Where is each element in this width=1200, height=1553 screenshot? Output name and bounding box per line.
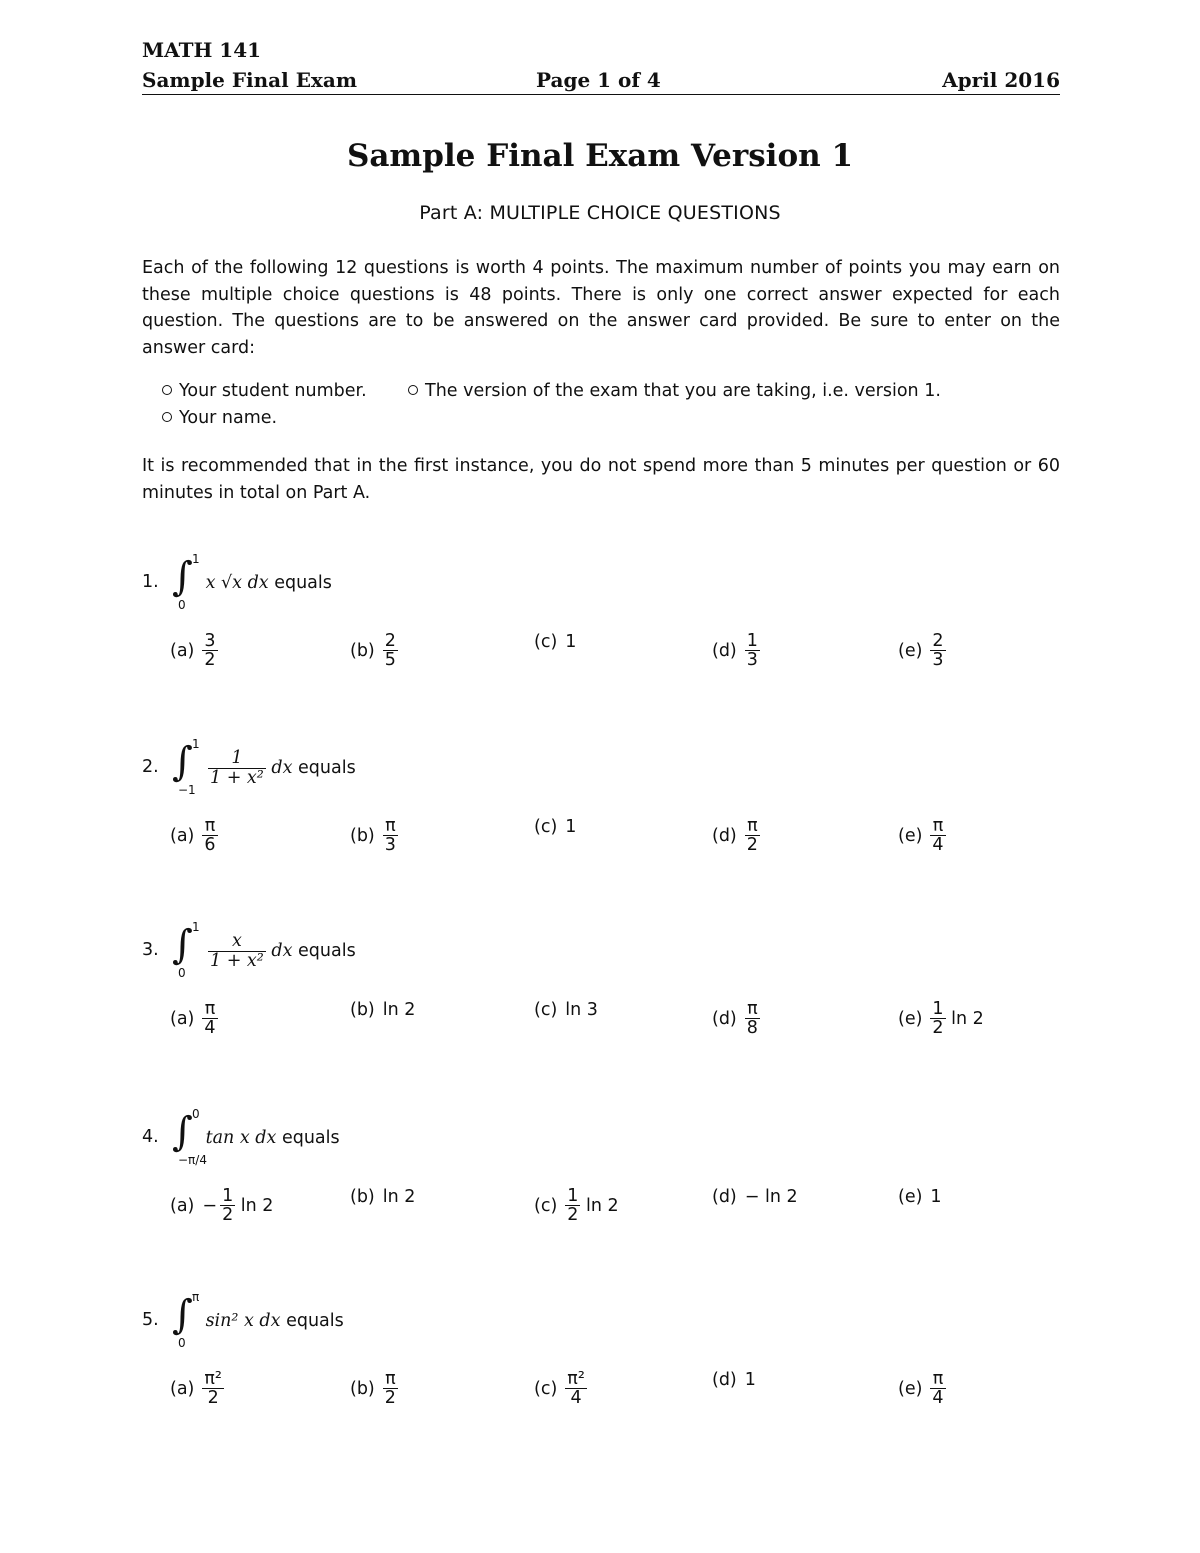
choice-label: (b) [350,1378,375,1399]
choice-b[interactable] [350,1000,415,1020]
choice-value [565,1187,618,1225]
integral-symbol-icon: ∫ [172,1109,193,1155]
choice-label: (b) [350,1000,375,1020]
integral-sign [172,737,200,797]
numerator: π [202,1000,217,1019]
choice-label: (c) [534,1378,558,1399]
choice-a[interactable] [170,1000,218,1038]
upper-limit: 1 [192,737,200,751]
choice-fraction [930,817,945,855]
choice-d[interactable] [712,1000,760,1038]
numerator: 1 [208,749,266,768]
choice-d[interactable] [712,1370,756,1390]
choice-value [202,632,217,670]
integral-sign [172,920,200,980]
denominator: 3 [932,650,944,671]
choice-fraction [565,1370,587,1408]
question-expression [172,920,356,980]
choice-suffix: ln 2 [235,1195,274,1216]
choice-fraction [202,817,217,855]
choice-suffix: ln 2 [580,1195,619,1216]
choice-a[interactable] [170,632,218,670]
page-title: Sample Final Exam Version 1 [346,138,854,174]
page-number: Page 1 of 4 [536,68,661,92]
question-number: 4. [142,1127,159,1147]
choice-prefix: − [202,1195,218,1216]
choice-text: − ln 2 [744,1187,798,1207]
choice-e[interactable] [898,817,946,855]
integrand-fraction [208,932,266,970]
choice-a[interactable] [170,1370,224,1408]
denominator: 2 [204,650,216,671]
choice-value [745,1000,760,1038]
choice-a[interactable] [170,1187,273,1225]
choice-value [745,1370,756,1390]
choice-value [565,1000,598,1020]
question-expression [172,1107,340,1167]
page-header [142,68,1060,96]
lower-limit: 0 [178,966,186,980]
question-number: 3. [142,940,159,960]
bullet-circle-icon [408,385,418,395]
choice-c[interactable] [534,817,576,837]
choice-value [202,817,217,855]
denominator: 3 [384,835,396,856]
numerator: π [930,817,945,836]
choice-value [745,1187,798,1207]
choice-e[interactable] [898,1370,946,1408]
question-number: 2. [142,757,159,777]
choice-c[interactable] [534,1370,587,1408]
choice-text: 1 [565,632,577,652]
denominator: 2 [222,1205,234,1226]
choice-fraction [745,817,760,855]
integrand-fraction [208,749,266,787]
denominator: 4 [570,1388,582,1409]
choice-c[interactable] [534,632,576,652]
header-date: April 2016 [942,68,1060,92]
denominator: 8 [746,1018,758,1039]
choice-label: (b) [350,825,375,846]
choice-label: (a) [170,1195,195,1216]
bullet-circle-icon [162,412,172,422]
choice-label: (e) [898,640,923,661]
denominator: 4 [204,1018,216,1039]
choice-value [565,817,576,837]
choice-fraction [745,1000,760,1038]
choice-label: (e) [898,1378,923,1399]
choice-label: (d) [712,1008,737,1029]
choice-label: (c) [534,817,558,837]
choice-label: (a) [170,1378,195,1399]
denominator: 6 [204,835,216,856]
choice-value [202,1370,224,1408]
question-5 [142,1290,1060,1418]
choice-fraction [383,817,398,855]
question-suffix: equals [286,1311,344,1331]
choice-fraction [202,1000,217,1038]
choice-value [930,1000,983,1038]
integral-symbol-icon: ∫ [172,922,193,968]
numerator: π [930,1370,945,1389]
numerator: π [202,817,217,836]
integral-sign [172,552,200,612]
numerator: 1 [222,1186,234,1206]
choice-b[interactable] [350,817,398,855]
integral-sign [172,1107,207,1167]
question-expression [172,1290,344,1350]
choice-value [930,632,945,670]
section-title: Part A: MULTIPLE CHOICE QUESTIONS [419,202,781,224]
choice-label: (b) [350,640,375,661]
choice-d[interactable] [712,632,760,670]
choice-value [930,1370,945,1408]
numerator: 2 [384,631,396,651]
choice-suffix: ln 2 [945,1008,984,1029]
question-suffix: equals [281,1128,340,1148]
choice-fraction [930,1000,945,1038]
question-suffix: equals [274,573,332,593]
lower-limit: 0 [178,1336,186,1350]
numerator: π² [204,1369,222,1389]
denominator: 2 [746,835,758,856]
numerator: 3 [204,631,216,651]
bullet-name: Your name. [162,408,277,428]
question-suffix: equals [298,941,356,961]
integral-symbol-icon: ∫ [172,554,193,600]
choice-b[interactable] [350,1187,415,1207]
lower-limit: −π/4 [178,1153,207,1167]
denominator: 5 [384,650,396,671]
choice-fraction [745,632,760,670]
question-1 [142,552,1060,680]
denominator: 2 [567,1205,579,1226]
bullet-circle-icon [162,385,172,395]
choice-value [930,1187,941,1207]
integrand: dx [265,941,299,961]
choice-e[interactable] [898,1187,942,1207]
denominator: 4 [932,1388,944,1409]
choice-value [565,632,576,652]
integrand: dx [265,758,299,778]
upper-limit: 1 [192,552,200,566]
question-suffix: equals [298,758,356,778]
question-3 [142,920,1060,1048]
choice-fraction [383,1370,398,1408]
numerator: x [208,932,266,951]
choice-value [745,817,760,855]
choice-fraction [930,632,945,670]
integral-sign [172,1290,200,1350]
choice-label: (e) [898,825,923,846]
choice-text: ln 2 [382,1187,416,1207]
choice-label: (e) [898,1008,923,1029]
choice-label: (e) [898,1187,923,1207]
integrand: x √x dx [200,573,275,593]
choice-text: 1 [744,1370,756,1390]
choice-text: ln 3 [565,1000,598,1020]
denominator: 2 [932,1018,944,1039]
numerator: π [383,817,398,836]
lower-limit: −1 [178,783,196,797]
denominator: 2 [207,1388,219,1409]
choice-fraction [202,1370,224,1408]
choice-label: (c) [534,1000,558,1020]
choice-value [930,817,945,855]
question-4 [142,1107,1060,1235]
choice-a[interactable] [170,817,218,855]
choice-label: (d) [712,825,737,846]
choice-label: (d) [712,1370,737,1390]
choice-fraction [930,1370,945,1408]
choice-value [565,1370,587,1408]
question-number: 1. [142,572,159,592]
question-expression [172,552,332,612]
choice-value [383,1370,398,1408]
upper-limit: 0 [192,1107,200,1121]
bullet-student-number: Your student number. [162,381,367,401]
choice-value [202,1187,273,1225]
choice-b[interactable] [350,632,398,670]
choice-d[interactable] [712,817,760,855]
choice-label: (a) [170,825,195,846]
choice-c[interactable] [534,1187,619,1225]
integral-symbol-icon: ∫ [172,1292,193,1338]
upper-limit: π [192,1290,200,1304]
choice-fraction [383,632,398,670]
numerator: 2 [932,631,944,651]
bullet-version: The version of the exam that you are taking, i.e. version 1. [408,381,941,401]
choice-label: (a) [170,640,195,661]
choice-value [745,632,760,670]
denominator: 4 [932,835,944,856]
numerator: 1 [746,631,758,651]
numerator: π [745,817,760,836]
numerator: π [383,1370,398,1389]
choice-d[interactable] [712,1187,798,1207]
choice-value [383,1187,416,1207]
numerator: π [745,1000,760,1019]
recommendation: It is recommended that in the first instance, you do not spend more than 5 minutes per question or 60 minutes in total on Part A. [142,456,1060,503]
denominator: 3 [746,650,758,671]
integrand: sin² x dx [200,1311,287,1331]
choice-value [383,632,398,670]
choice-label: (d) [712,640,737,661]
question-2 [142,737,1060,865]
integral-symbol-icon: ∫ [172,739,193,785]
choice-text: 1 [930,1187,942,1207]
header-rule [142,94,1060,95]
denominator: 1 + x² [210,950,264,971]
instructions: Each of the following 12 questions is worth 4 points. The maximum number of points you may earn on these multiple choice questions is 48 points. There is only one correct answer expected for each question. The questions are to be answered on the answer card provided. Be sure to enter on the answer card: [142,258,1060,358]
choice-fraction [565,1187,580,1225]
choice-fraction [202,632,217,670]
denominator: 1 + x² [210,767,264,788]
question-number: 5. [142,1310,159,1330]
choice-c[interactable] [534,1000,598,1020]
upper-limit: 1 [192,920,200,934]
integrand: tan x dx [200,1128,282,1148]
choice-label: (c) [534,1195,558,1216]
choice-value [202,1000,217,1038]
numerator: 1 [932,999,944,1019]
choice-e[interactable] [898,1000,984,1038]
choice-label: (c) [534,632,558,652]
header-left: Sample Final Exam [142,68,357,92]
choice-text: 1 [565,817,577,837]
course-code: MATH 141 [142,38,262,62]
choice-label: (d) [712,1187,737,1207]
question-expression [172,737,356,797]
denominator: 2 [384,1388,396,1409]
numerator: 1 [567,1186,579,1206]
choice-value [383,1000,416,1020]
choice-fraction [220,1187,235,1225]
choice-e[interactable] [898,632,946,670]
choice-text: ln 2 [382,1000,416,1020]
choice-b[interactable] [350,1370,398,1408]
choice-value [383,817,398,855]
choice-label: (b) [350,1187,375,1207]
choice-label: (a) [170,1008,195,1029]
lower-limit: 0 [178,598,186,612]
numerator: π² [567,1369,585,1389]
